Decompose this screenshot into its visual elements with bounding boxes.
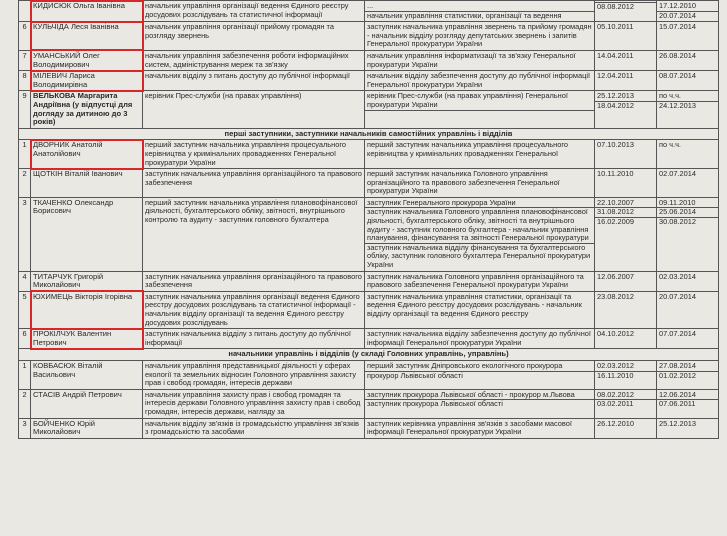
previous-position-text: перший заступник начальника Головного управління організаційного та правового забезпечення Генеральної прокуратури України [367, 169, 560, 196]
table-row [19, 91, 719, 128]
current-position: начальник управління організації ведення Єдиного реєстру досудових розслідувань та статистичної інформації [143, 1, 365, 22]
date-from [595, 291, 657, 328]
previous-position-text: заступник прокурора Львівської області [365, 399, 594, 409]
date-to [657, 1, 719, 22]
start-date: 26.12.2010 [597, 418, 634, 428]
personnel-table [18, 0, 719, 439]
previous-position [365, 50, 595, 70]
previous-position-text: заступник начальника Головного управління організаційного та правового забезпечення Генеральної прокуратури України [367, 271, 584, 290]
employee-name: ТИТАРЧУК Григорій Миколайович [31, 271, 143, 291]
row-number: 1 [19, 140, 31, 169]
date-from [595, 169, 657, 198]
end-date: 20.07.2014 [657, 11, 718, 21]
end-date: 20.07.2014 [659, 291, 696, 301]
start-date: 22.10.2007 [597, 197, 634, 207]
employee-name: ЩОТКІН Віталій Іванович [31, 169, 143, 198]
date-from [595, 360, 657, 389]
previous-position [365, 389, 595, 418]
previous-position [365, 271, 595, 291]
current-position: заступник начальника управління організаційного та правового забезпечення [143, 169, 365, 198]
date-from [595, 71, 657, 91]
employee-name: ПРОКІЛЧУК Валентин Петрович [31, 329, 143, 349]
start-date: 10.11.2010 [597, 169, 634, 179]
current-position: заступник начальника управління організації ведення Єдиного реєстру досудових розслідувань та статистичної інформації - начальник відділу організації та ведення Єдиного реєстру досудових розслідувань [143, 291, 365, 328]
previous-position-text: заступник начальника Головного управління плановофінансової діяльності, бухгалтерського обліку, звітності та внутрішнього аудиту - заступник головного бухгалтера - начальник управління планування, фінансування та звітності Генеральної прокуратури [365, 207, 594, 242]
current-position: начальник управління організації прийому громадян та розгляду звернень [143, 22, 365, 51]
previous-position [365, 22, 595, 51]
previous-position-text [365, 110, 594, 111]
employee-name: УМАНСЬКИЙ Олег Володимирович [31, 50, 143, 70]
start-date: 14.04.2011 [597, 50, 634, 60]
employee-name: БОЙЧЕНКО Юрій Миколайович [31, 418, 143, 438]
end-date: по ч.ч. [659, 140, 681, 150]
current-position: керівник Прес-служби (на правах управління) [143, 91, 365, 128]
current-position: начальник відділу з питань доступу до публічної інформації [143, 71, 365, 91]
end-date: 15.07.2014 [659, 22, 696, 32]
section-header-row [19, 349, 719, 361]
date-to [657, 50, 719, 70]
employee-name: ТКАЧЕНКО Олександр Борисович [31, 197, 143, 271]
date-to [657, 389, 719, 418]
previous-position [365, 197, 595, 271]
end-date: 25.12.2013 [659, 418, 696, 428]
date-to [657, 91, 719, 128]
employee-name: КИДИСЮК Ольга Іванівна [31, 1, 143, 22]
date-from [595, 50, 657, 70]
end-date: 07.06.2011 [657, 399, 718, 409]
row-number: 3 [19, 197, 31, 271]
employee-name: КУЛЬЧІДА Леся Іванівна [31, 22, 143, 51]
row-number: 5 [19, 291, 31, 328]
previous-position-text: начальник управління інформатизації та зв'язку Генеральної прокуратури України [367, 50, 576, 69]
end-date: 25.06.2014 [657, 207, 718, 217]
start-date: 08.08.2012 [595, 2, 656, 12]
table-row [19, 50, 719, 70]
row-number [19, 1, 31, 22]
previous-position [365, 71, 595, 91]
date-to [657, 169, 719, 198]
employee-name: ВЕЛЬКОВА Маргарита Андріївна (у відпустці для догляду за дитиною до 3 років) [31, 91, 143, 128]
date-to [657, 271, 719, 291]
previous-position-text: заступник начальника відділу фінансування та бухгалтерського обліку, заступник головного бухгалтера Генеральної прокуратури України [365, 243, 594, 270]
previous-position-text: заступник керівника управління зв'язків з засобами масової інформації Генеральної прокуратури України [367, 418, 572, 437]
table-row [19, 360, 719, 389]
date-from [595, 22, 657, 51]
start-date: 12.06.2007 [597, 271, 634, 281]
previous-position-text: начальник управління статистики, організації та ведення [365, 11, 594, 21]
previous-position-text: начальник відділу забезпечення доступу до публічної інформації Генеральної прокуратури України [367, 71, 591, 89]
section-title: перші заступники, заступники начальників самостійних управлінь і відділів [19, 128, 719, 140]
date-from [595, 329, 657, 349]
end-date: 02.07.2014 [659, 169, 696, 179]
previous-position-text: заступник прокурора Львівської області - прокурор м.Львова [367, 389, 575, 399]
start-date: 16.02.2009 [595, 217, 656, 227]
start-date: 16.11.2010 [595, 371, 656, 381]
date-to [657, 418, 719, 438]
date-to [657, 291, 719, 328]
previous-position-text: заступник Генерального прокурора України [367, 197, 516, 207]
employee-name: ДВОРНИК Анатолій Анатолійович [31, 140, 143, 169]
start-date: 23.08.2012 [597, 291, 634, 301]
previous-position [365, 418, 595, 438]
end-date: 26.08.2014 [659, 50, 696, 60]
table-row [19, 140, 719, 169]
start-date: 12.04.2011 [597, 71, 634, 81]
current-position: начальник відділу зв'язків із громадськістю управління зв'язків з громадськістю та засобами [143, 418, 365, 438]
table-row [19, 291, 719, 328]
previous-position-text: ... [367, 1, 374, 10]
current-position: перший заступник начальника управління плановофінансової діяльності, бухгалтерського обліку, звітності, внутрішнього контролю та аудиту - заступник головного бухгалтера [143, 197, 365, 271]
date-from [595, 197, 657, 271]
date-from [595, 389, 657, 418]
start-date: 08.02.2012 [597, 389, 634, 399]
start-date: 18.04.2012 [595, 101, 656, 111]
previous-position-text: заступник начальника управління статистики, організації та ведення Єдиного реєстру досудових розслідувань - начальник відділу організації та ведення Єдиного реєстру [367, 291, 582, 318]
table-row [19, 22, 719, 51]
previous-position [365, 91, 595, 128]
end-date: 08.07.2014 [659, 71, 696, 81]
current-position: начальник управління представницької діяльності у сферах екології та земельних відносин Головного управління захисту прав і свобод громадян, інтересів держави [143, 360, 365, 389]
end-date: 07.07.2014 [659, 329, 696, 339]
previous-position [365, 169, 595, 198]
previous-position [365, 360, 595, 389]
table-row [19, 169, 719, 198]
end-date: 01.02.2012 [657, 371, 718, 381]
date-from [595, 271, 657, 291]
previous-position [365, 291, 595, 328]
end-date: 12.06.2014 [659, 389, 696, 399]
date-to [657, 71, 719, 91]
row-number: 4 [19, 271, 31, 291]
date-to [657, 22, 719, 51]
current-position: перший заступник начальника управління процесуального керівництва у кримінальних провадженнях Генеральної прокуратури України [143, 140, 365, 169]
start-date: 05.10.2011 [597, 22, 634, 32]
previous-position-text: заступник начальника відділу забезпечення доступу до публічної інформації Генеральної прокуратури України [367, 329, 591, 347]
end-date: 27.08.2014 [659, 360, 696, 370]
current-position: начальник управління забезпечення роботи інформаційних систем, адміністрування мереж та зв'язку [143, 50, 365, 70]
previous-position-text: керівник Прес-служби (на правах управління) Генеральної прокуратури України [367, 91, 568, 109]
table-row [19, 418, 719, 438]
row-number: 6 [19, 22, 31, 51]
section-title: начальники управлінь і відділів (у складі Головних управлінь, управлінь) [19, 349, 719, 361]
row-number: 9 [19, 91, 31, 128]
date-to [657, 329, 719, 349]
start-date: 07.10.2013 [597, 140, 634, 150]
previous-position [365, 329, 595, 349]
end-date: по ч.ч. [659, 91, 681, 101]
end-date: 24.12.2013 [657, 101, 718, 111]
table-body [19, 1, 719, 439]
previous-position [365, 1, 595, 22]
employee-name: МІЛЕВИЧ Лариса Володимирівна [31, 71, 143, 91]
row-number: 3 [19, 418, 31, 438]
table-row [19, 271, 719, 291]
start-date: 04.10.2012 [597, 329, 634, 339]
section-header-row [19, 128, 719, 140]
date-from [595, 418, 657, 438]
table-row [19, 71, 719, 91]
table-row [19, 197, 719, 271]
start-date: 02.03.2012 [597, 360, 634, 370]
employee-name: КОВБАСЮК Віталій Васильович [31, 360, 143, 389]
end-date: 30.08.2012 [657, 217, 718, 227]
employee-name: ЮХИМЕЦЬ Вікторія Ігорівна [31, 291, 143, 328]
end-date: 09.11.2010 [659, 197, 696, 207]
start-date: 03.02.2011 [595, 399, 656, 409]
end-date: 17.12.2010 [659, 1, 696, 10]
date-from [595, 140, 657, 169]
table-row [19, 1, 719, 22]
row-number: 1 [19, 360, 31, 389]
date-to [657, 197, 719, 271]
previous-position-text: прокурор Львівської області [365, 371, 594, 381]
row-number: 6 [19, 329, 31, 349]
date-to [657, 140, 719, 169]
table-row [19, 329, 719, 349]
current-position: заступник начальника відділу з питань доступу до публічної інформації [143, 329, 365, 349]
row-number: 2 [19, 169, 31, 198]
current-position: начальник управління захисту прав і свобод громадян та інтересів держави Головного управління захисту прав і свобод громадян, інтересів держави, нагляду за [143, 389, 365, 418]
date-from [595, 91, 657, 128]
previous-position-text: перший заступник Дніпровського екологічного прокурора [367, 360, 563, 370]
table-row [19, 389, 719, 418]
start-date: 31.08.2012 [595, 207, 656, 217]
employee-name: СТАСІВ Андрій Петрович [31, 389, 143, 418]
previous-position [365, 140, 595, 169]
row-number: 2 [19, 389, 31, 418]
start-date: 25.12.2013 [597, 91, 634, 101]
row-number: 8 [19, 71, 31, 91]
date-to [657, 360, 719, 389]
current-position: заступник начальника управління організаційного та правового забезпечення [143, 271, 365, 291]
end-date: 02.03.2014 [659, 271, 696, 281]
date-from [595, 1, 657, 22]
previous-position-text: перший заступник начальника управління процесуального керівництва у кримінальних провадженнях Генеральної [367, 140, 568, 158]
previous-position-text: заступник начальника управління звернень та прийому громадян - начальник відділу розгляду депутатських звернень і запитів Генеральної прокуратури України [367, 22, 592, 49]
row-number: 7 [19, 50, 31, 70]
